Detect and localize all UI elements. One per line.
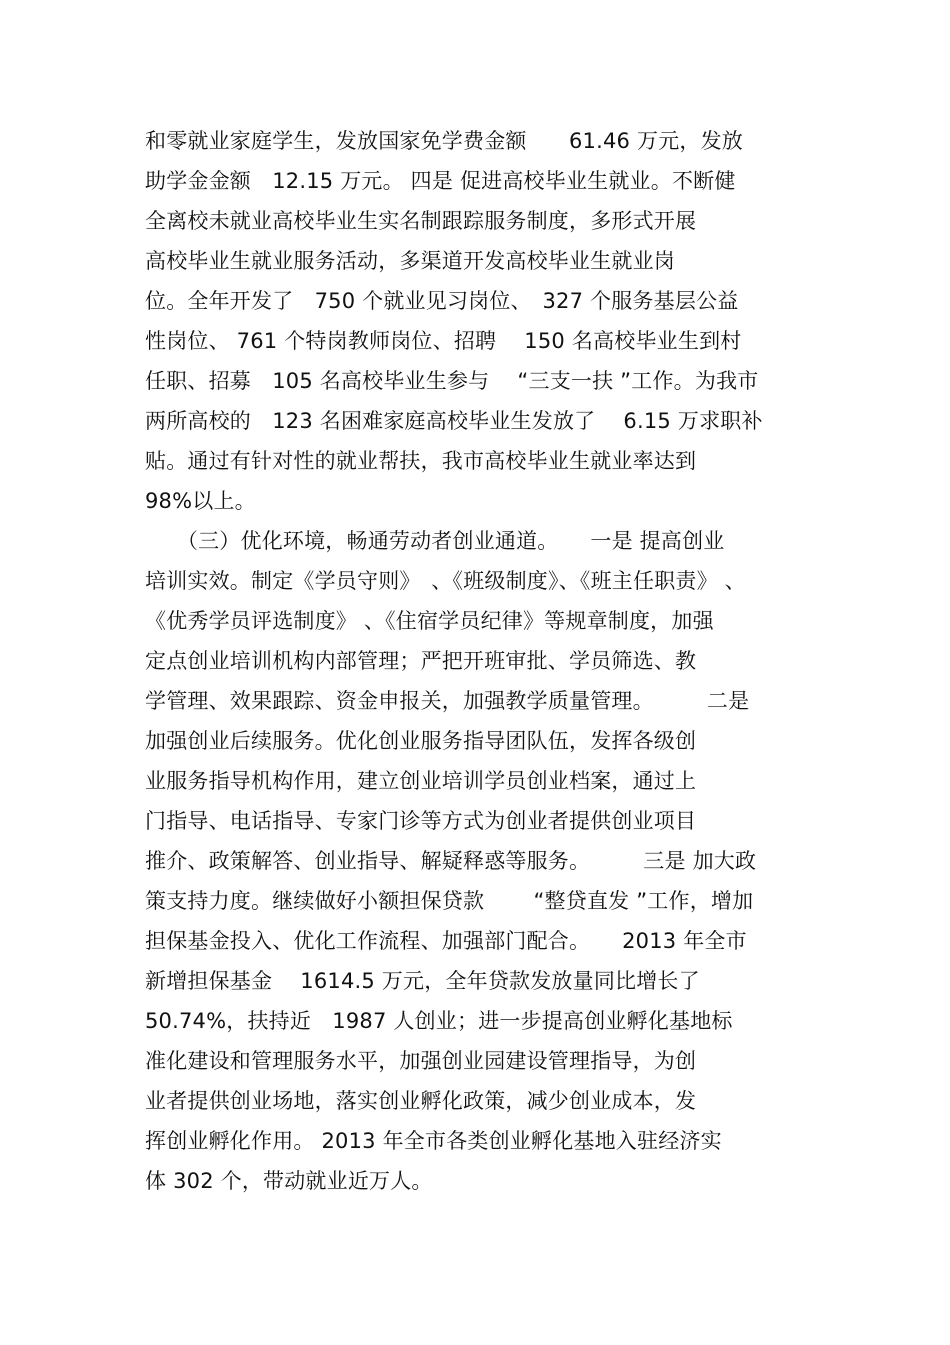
text-line: 助学金金额 12.15 万元。 四是 促进高校毕业生就业。不断健	[145, 169, 736, 193]
text-line: 业者提供创业场地，落实创业孵化政策，减少创业成本，发	[145, 1089, 697, 1113]
text-line: 业服务指导机构作用，建立创业培训学员创业档案，通过上	[145, 769, 697, 793]
text-line: 加强创业后续服务。优化创业服务指导团队伍，发挥各级创	[145, 729, 697, 753]
text-line: 培训实效。制定《学员守则》 、《班级制度》、《班主任职责》 、	[145, 569, 746, 593]
text-line: 两所高校的 123 名困难家庭高校毕业生发放了 6.15 万求职补	[145, 409, 763, 433]
text-line: 体 302 个，带动就业近万人。	[145, 1169, 433, 1193]
text-line: 定点创业培训机构内部管理；严把开班审批、学员筛选、教	[145, 649, 697, 673]
text-line: 挥创业孵化作用。 2013 年全市各类创业孵化基地入驻经济实	[145, 1129, 722, 1153]
text-line: 新增担保基金 1614.5 万元，全年贷款发放量同比增长了	[145, 969, 700, 993]
text-line: 50.74%，扶持近 1987 人创业；进一步提高创业孵化基地标	[145, 1009, 733, 1033]
text-line: 贴。通过有针对性的就业帮扶，我市高校毕业生就业率达到	[145, 449, 697, 473]
text-line: 担保基金投入、优化工作流程、加强部门配合。 2013 年全市	[145, 929, 747, 953]
text-line: 高校毕业生就业服务活动，多渠道开发高校毕业生就业岗	[145, 249, 675, 273]
section-heading-line: （三）优化环境，畅通劳动者创业通道。 一是 提高创业	[145, 529, 725, 553]
text-line: 门指导、电话指导、专家门诊等方式为创业者提供创业项目	[145, 809, 697, 833]
text-line: 推介、政策解答、创业指导、解疑释惑等服务。 三是 加大政	[145, 849, 757, 873]
text-line: 准化建设和管理服务水平，加强创业园建设管理指导，为创	[145, 1049, 697, 1073]
text-line: 98%以上。	[145, 489, 256, 513]
text-line: 位。全年开发了 750 个就业见习岗位、 327 个服务基层公益	[145, 289, 739, 313]
text-line: 全离校未就业高校毕业生实名制跟踪服务制度，多形式开展	[145, 209, 697, 233]
text-line: 学管理、效果跟踪、资金申报关，加强教学质量管理。 二是	[145, 689, 750, 713]
text-line: 任职、招募 105 名高校毕业生参与 “三支一扶 ”工作。为我市	[145, 369, 759, 393]
text-line: 和零就业家庭学生，发放国家免学费金额 61.46 万元，发放	[145, 129, 743, 153]
text-line: 策支持力度。继续做好小额担保贷款 “整贷直发 ”工作，增加	[145, 889, 754, 913]
text-line: 性岗位、 761 个特岗教师岗位、招聘 150 名高校毕业生到村	[145, 329, 742, 353]
text-line: 《优秀学员评选制度》 、《住宿学员纪律》等规章制度，加强	[145, 609, 714, 633]
